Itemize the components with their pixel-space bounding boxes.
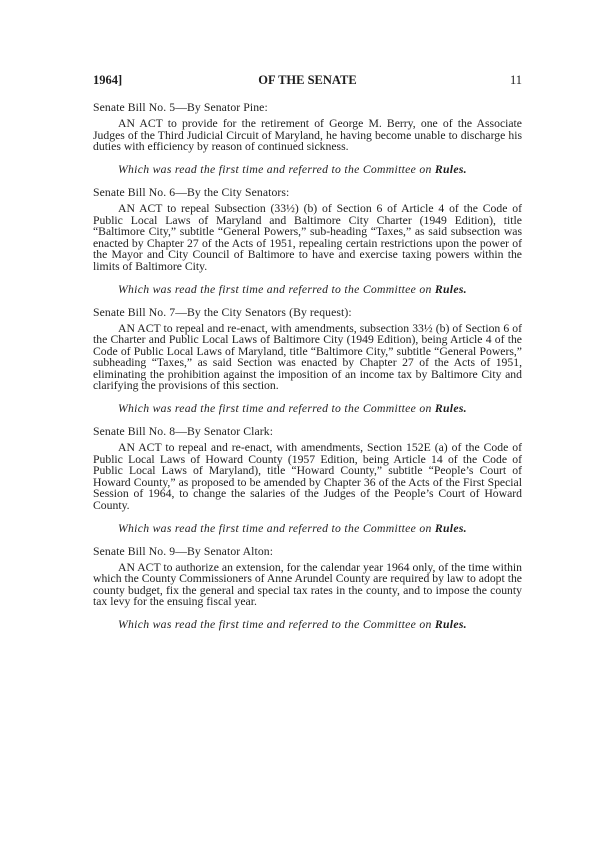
page-header bbox=[93, 73, 522, 89]
bill-referral bbox=[93, 284, 522, 296]
referral-text: Which was read the first time and referred to the Committee on bbox=[118, 521, 432, 535]
bill-body: AN ACT to authorize an extension, for the calendar year 1964 only, of the time within which the County Commissioners of Anne Arundel County are required by law to adopt the county budget, fix the general and special tax rates in the county, and to impose the county tax levy for the ensuing fiscal year. bbox=[93, 560, 522, 608]
page-content bbox=[93, 102, 522, 642]
bill-body: AN ACT to provide for the retirement of George M. Berry, one of the Associate Judges of the Third Judicial Circuit of Maryland, he having become unable to discharge his duties with efficiency by reason of continued sickness. bbox=[93, 117, 522, 153]
referral-text: Which was read the first time and referred to the Committee on bbox=[118, 163, 432, 176]
bill-referral bbox=[93, 523, 522, 535]
committee-name: Rules. bbox=[434, 618, 467, 631]
referral-text: Which was read the first time and referred to the Committee on bbox=[118, 402, 432, 415]
bill-body: AN ACT to repeal and re-enact, with amendments, subsection 33½ (b) of Section 6 of the Charter and Public Local Laws of Baltimore City (1949 Edition), being Article 4 of the Code of Public Local Laws of Maryland, title “Baltimore City,” subtitle “General Powers,” subheading “Taxes,” as said Section was enacted by Chapter 27 of the Acts of 1951, eliminating the prohibition against the imposition of an income tax by Baltimore City and clarifying the provisions of this section. bbox=[93, 321, 522, 392]
bill-referral bbox=[93, 164, 522, 176]
bill-entry bbox=[93, 187, 522, 295]
bill-referral bbox=[93, 403, 522, 415]
bill-body: AN ACT to repeal Subsection (33½) (b) of Section 6 of Article 4 of the Code of Public Local Laws of Maryland and Baltimore City Charter (1949 Edition), title “Baltimore City,” subtitle “General Powers,” sub-heading “Taxes,” as said subsection was enacted by Chapter 27 of the Acts of 1951, repealing certain restrictions upon the power of the Mayor and City Council of Baltimore to have and exercise taxing powers within the limits of Baltimore City. bbox=[93, 202, 522, 273]
committee-name: Rules. bbox=[434, 521, 467, 535]
header-year: 1964] bbox=[93, 73, 123, 87]
bill-entry bbox=[93, 426, 522, 534]
bill-entry bbox=[93, 102, 522, 176]
bill-heading: Senate Bill No. 5—By Senator Pine: bbox=[93, 101, 268, 114]
bill-body: AN ACT to repeal and re-enact, with amendments, Section 152E (a) of the Code of Public Local Laws of Howard County (1957 Edition, being Article 14 of the Code of Public Local Laws of Maryland), title “Howard County,” subtitle “People’s Court of Howard County,” as proposed to be amended by Chapter 36 of the Acts of the First Special Session of 1964, to change the salaries of the Judges of the People’s Court of Howard County. bbox=[93, 441, 522, 512]
header-title: OF THE SENATE bbox=[258, 73, 357, 87]
committee-name: Rules. bbox=[434, 282, 467, 296]
bill-heading: Senate Bill No. 9—By Senator Alton: bbox=[93, 544, 274, 558]
page-number: 11 bbox=[509, 73, 522, 87]
bill-heading: Senate Bill No. 6—By the City Senators: bbox=[93, 186, 290, 199]
bill-referral bbox=[93, 619, 522, 631]
bill-heading: Senate Bill No. 7—By the City Senators (By request): bbox=[93, 305, 352, 319]
committee-name: Rules. bbox=[434, 163, 467, 176]
bill-entry bbox=[93, 546, 522, 631]
referral-text: Which was read the first time and referred to the Committee on bbox=[118, 618, 432, 631]
referral-text: Which was read the first time and referred to the Committee on bbox=[118, 282, 432, 296]
bill-heading: Senate Bill No. 8—By Senator Clark: bbox=[93, 425, 274, 438]
bill-entry bbox=[93, 307, 522, 415]
committee-name: Rules. bbox=[434, 402, 467, 415]
